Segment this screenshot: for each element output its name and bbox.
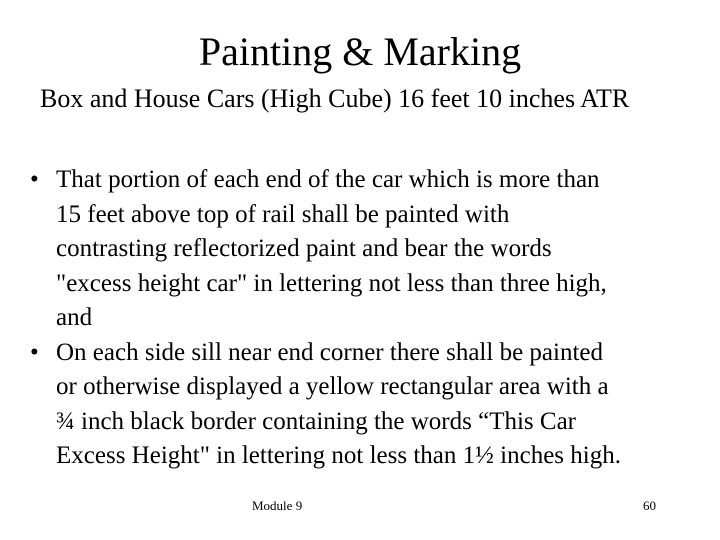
bullet-line: or otherwise displayed a yellow rectangular area with a	[56, 373, 609, 400]
footer-module-label: Module 9	[252, 498, 303, 513]
bullet-icon: •	[30, 338, 39, 366]
bullet-item-end-painting	[30, 163, 710, 336]
slide-subtitle: Box and House Cars (High Cube) 16 feet 10 inches ATR	[40, 84, 630, 113]
bullet-line: ¾ inch black border containing the words “This Car	[56, 407, 576, 435]
bullet-list	[30, 163, 710, 474]
bullet-line: 15 feet above top of rail shall be painted with	[56, 200, 510, 228]
bullet-line: and	[56, 304, 93, 331]
bullet-line: "excess height car" in lettering not less than three high,	[56, 269, 607, 297]
bullet-icon: •	[30, 166, 39, 193]
bullet-line: On each side sill near end corner there shall be painted	[56, 338, 603, 366]
slide-title: Painting & Marking	[198, 29, 522, 74]
footer-page-number: 60	[643, 498, 656, 513]
bullet-line: Excess Height" in lettering not less than 1½ inches high.	[56, 442, 621, 469]
bullet-line: That portion of each end of the car which is more than	[56, 166, 600, 193]
bullet-line: contrasting reflectorized paint and bear the words	[56, 235, 552, 262]
bullet-item-side-sill	[30, 336, 710, 474]
